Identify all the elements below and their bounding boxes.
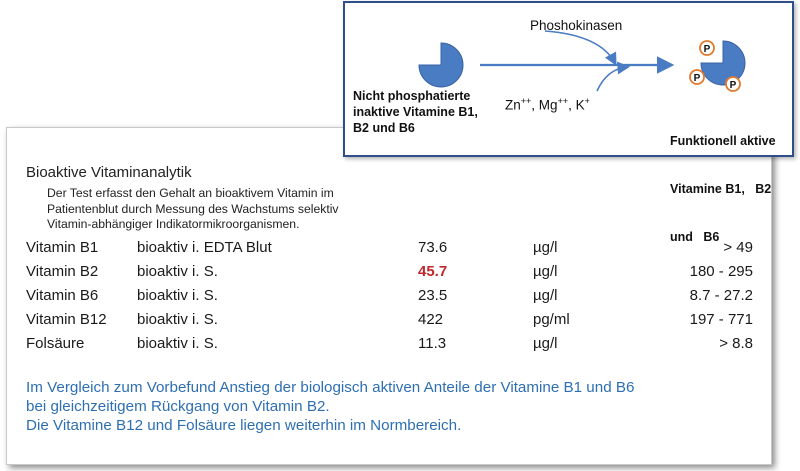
result-row bbox=[7, 335, 771, 359]
cofactor-arrow bbox=[597, 67, 627, 91]
phosphorylation-diagram bbox=[343, 1, 794, 244]
cofactor-base: Mg bbox=[538, 97, 558, 113]
comment-line: bei gleichzeitigem Rückgang von Vitamin B2. bbox=[26, 398, 330, 415]
phosphate-group bbox=[690, 70, 704, 84]
inactive-vitamin-label: Nicht phosphatierte inaktive Vitamine B1, B2 und B6 bbox=[353, 89, 478, 135]
vitamin-name: Folsäure bbox=[26, 335, 85, 352]
cofactor-separator: , bbox=[568, 97, 576, 113]
result-value: 73.6 bbox=[418, 239, 448, 256]
reference-range: > 8.8 bbox=[719, 335, 753, 352]
reference-range: 197 - 771 bbox=[689, 311, 753, 328]
report-title: Bioaktive Vitaminanalytik bbox=[26, 164, 192, 181]
result-value-flagged: 45.7 bbox=[418, 263, 448, 280]
unit: µg/l bbox=[533, 263, 558, 280]
vitamin-name: Vitamin B12 bbox=[26, 311, 107, 328]
reference-range: > 49 bbox=[723, 239, 753, 256]
intro-line: Patientenblut durch Messung des Wachstums selektiv bbox=[47, 201, 339, 216]
unit: µg/l bbox=[533, 287, 558, 304]
intro-line: Vitamin-abhängiger Indikatormikroorganismen. bbox=[47, 217, 300, 231]
comment-line: Im Vergleich zum Vorbefund Anstieg der biologisch aktiven Anteile der Vitamine B1 und B6 bbox=[26, 379, 635, 396]
cofactor-charge: ++ bbox=[557, 96, 569, 106]
reference-range: 180 - 295 bbox=[689, 263, 753, 280]
interpretation-comment bbox=[26, 378, 746, 435]
method: bioaktiv i. S. bbox=[137, 335, 218, 352]
unit: µg/l bbox=[533, 239, 558, 256]
result-row bbox=[7, 239, 771, 263]
vitamin-name: Vitamin B2 bbox=[26, 263, 99, 280]
enzyme-arrow bbox=[545, 31, 615, 63]
unit: µg/l bbox=[533, 335, 558, 352]
phosphate-group bbox=[726, 77, 740, 91]
comment-line: Die Vitamine B12 und Folsäure liegen weiterhin im Normbereich. bbox=[26, 417, 462, 434]
svg-text:P: P bbox=[693, 73, 701, 84]
cofactor-ions bbox=[505, 96, 590, 113]
result-row bbox=[7, 263, 771, 287]
result-value: 11.3 bbox=[418, 335, 447, 352]
result-value: 422 bbox=[418, 311, 444, 328]
cofactor-base: Zn bbox=[505, 97, 521, 113]
unit: pg/ml bbox=[533, 311, 570, 328]
intro-line: Der Test erfasst den Gehalt an bioaktivem Vitamin im bbox=[47, 186, 334, 200]
method: bioaktiv i. EDTA Blut bbox=[137, 239, 272, 256]
inactive-vitamin-shape bbox=[419, 43, 463, 87]
cofactor-charge: ++ bbox=[520, 96, 532, 106]
cofactor-base: K bbox=[575, 97, 585, 113]
cofactor-charge: + bbox=[584, 96, 590, 106]
result-row bbox=[7, 311, 771, 335]
vitamin-name: Vitamin B6 bbox=[26, 287, 99, 304]
method: bioaktiv i. S. bbox=[137, 287, 218, 304]
cofactor-separator: , bbox=[531, 97, 539, 113]
result-row bbox=[7, 287, 771, 311]
lab-report-card bbox=[6, 127, 772, 465]
method: bioaktiv i. S. bbox=[137, 263, 218, 280]
active-vitamin-label: Funktionell aktive Vitamine B1, B2 und B6 bbox=[670, 134, 776, 244]
phosphate-group bbox=[700, 41, 714, 55]
result-value: 23.5 bbox=[418, 287, 448, 304]
reference-range: 8.7 - 27.2 bbox=[689, 287, 753, 304]
svg-text:P: P bbox=[729, 80, 737, 91]
vitamin-name: Vitamin B1 bbox=[26, 239, 99, 256]
enzyme-label: Phoshokinasen bbox=[530, 18, 623, 33]
svg-text:P: P bbox=[703, 44, 711, 55]
report-intro bbox=[47, 186, 427, 233]
method: bioaktiv i. S. bbox=[137, 311, 218, 328]
